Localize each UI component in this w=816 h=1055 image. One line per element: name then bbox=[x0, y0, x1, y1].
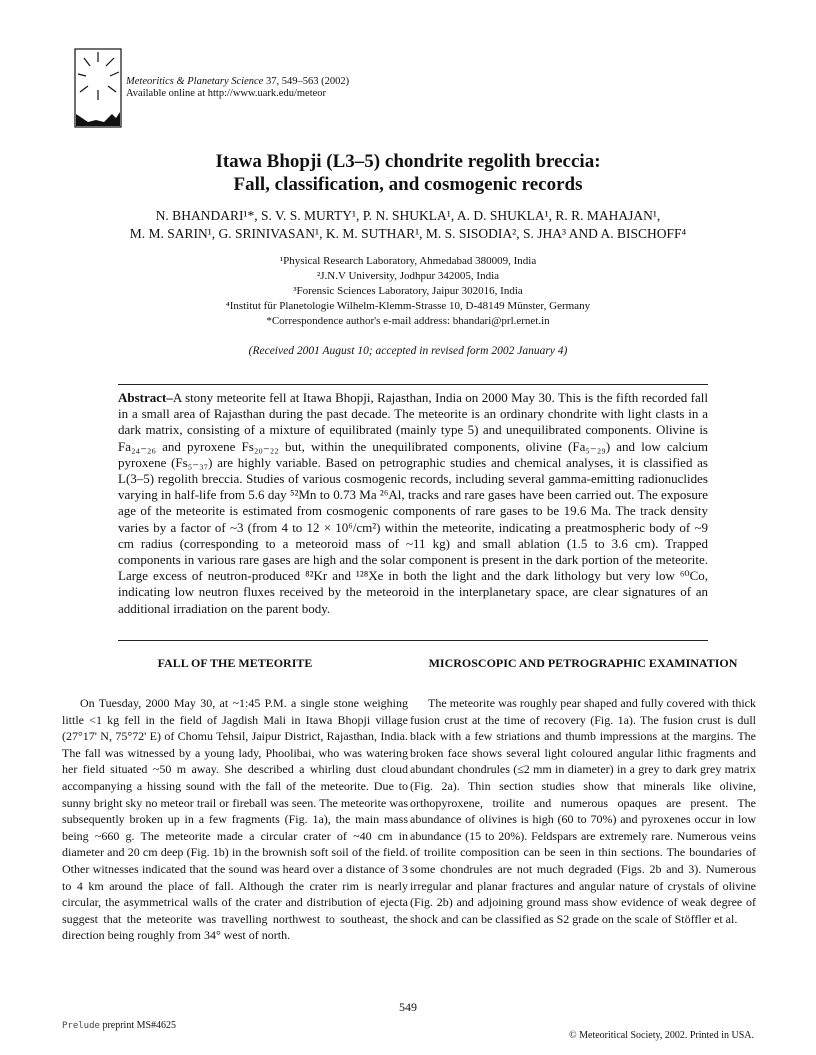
author-list bbox=[40, 207, 776, 243]
copyright-notice: © Meteoritical Society, 2002. Printed in USA. bbox=[569, 1030, 754, 1041]
preprint-logo-text: Prelude bbox=[62, 1021, 100, 1031]
affiliation-3: ³Forensic Sciences Laboratory, Jaipur 302016, India bbox=[293, 285, 523, 297]
title-line-1: Itawa Bhopji (L3–5) chondrite regolith breccia: bbox=[215, 151, 601, 172]
paper-title bbox=[0, 150, 816, 196]
preprint-note bbox=[62, 1020, 176, 1031]
received-dates: (Received 2001 August 10; accepted in revised form 2002 January 4) bbox=[248, 345, 568, 357]
petrographic-paragraph: The meteorite was roughly pear shaped and fully covered with thick fusion crust at the time of recovery (Fig. 1a). The fusion crust is dull black with a few striations and thumb impressions at the margins. The broken face shows several light coloured angular lithic fragments and abundant chondrules (≤2 mm in diameter) in a grey to dark grey matrix (Fig. 2a). Thin section studies show that minerals like olivine, orthopyroxene, troilite and numerous opaques are present. The abundance of olivines is high (60 to 70%) and pyroxenes occur in low abundance (15 to 20%). Feldspars are extremely rare. Numerous veins of troilite composition can be seen in thin sections. The boundaries of some chondrules are not much degraded (Figs. 2b and 3). Numerous irregular and planar fractures and angular nature of crystals of olivine (Fig. 2b) and adjoining ground mass show evidence of weak degree of shock and can be classified as S2 grade on the scale of Stöffler et al. bbox=[410, 696, 756, 926]
abstract bbox=[118, 390, 708, 617]
right-column bbox=[410, 655, 756, 927]
journal-name: Meteoritics & Planetary Science bbox=[126, 76, 264, 87]
fall-paragraph: On Tuesday, 2000 May 30, at ~1:45 P.M. a single stone weighing little <1 kg fell in the field of Jagdish Mali in Itawa Bhopji village (27°17' N, 75°72' E) of Chomu Tehsil, Jaipur District, Rajasthan, India. The fall was witnessed by a young lady, Phoolibai, who was watering her field situated ~50 m away. She described a whirling dust cloud accompanying a hissing sound with the fall of the meteorite. Due to sunny bright sky no meteor trail or fireball was seen. The meteorite was subsequently broken up in a few fragments (Fig. 1a), the main mass being ~660 g. The meteorite made a circular crater of ~40 cm in diameter and 20 cm deep (Fig. 1b) in the brownish soft soil of the field. Other witnesses indicated that the sound was heard over a distance of 3 to 4 km around the place of fall. Although the crater rim is nearly circular, the asymmetrical walls of the crater and distribution of ejecta suggest that the meteorite was travelling northwest to southeast, the direction being roughly from 34° west of north. bbox=[62, 696, 408, 943]
affiliation-1: ¹Physical Research Laboratory, Ahmedabad 380009, India bbox=[279, 255, 537, 267]
affiliation-2: ²J.N.V University, Jodhpur 342005, India bbox=[316, 270, 500, 282]
abstract-text: A stony meteorite fell at Itawa Bhopji, Rajasthan, India on 2000 May 30. This is the fifth recorded fall in a small area of Rajasthan during the past decade. The meteorite is an ordinary chondrite with light clasts in a dark matrix, consisting of a mixture of equilibrated (mainly type 5) and unequilibrated components. Olivine is Fa₂₄₋₂₆ and pyroxene Fs₂₀₋₂₂ but, within the unequilibrated components, olivine (Fa₅₋₂₉) and low calcium pyroxene (Fs₅₋₃₇) are highly variable. Based on petrographic studies and chemical analyses, it is classified as L(3–5) regolith breccia. Studies of various cosmogenic records, including several gamma-emitting radionuclides varying in half-life from 5.6 day ⁵²Mn to 0.73 Ma ²⁶Al, tracks and rare gases have been carried out. The exposure age of the meteorite is estimated from cosmogenic components of rare gases to be 19.6 Ma. The track density varies by a factor of ~3 (from 4 to 12 × 10⁶/cm²) within the meteorite, indicating a preatmospheric body of ~9 cm radius (corresponding to a meteoroid mass of ~11 kg) and small ablation (1.5 to 3.6 cm). Trapped components in various rare gases are high and the solar component is present in the dark portion of the meteorite. Large excess of neutron-produced ⁸²Kr and ¹²⁸Xe in both the light and the dark lithology but very low ⁶⁰Co, indicating low neutron fluxes received by the meteoroid in the interplanetary space, are clear signatures of an additional irradiation on the parent body. bbox=[118, 390, 708, 616]
preprint-id: preprint MS#4625 bbox=[99, 1020, 177, 1031]
correspondence-email: *Correspondence author's e-mail address: bhandari@prl.ernet.in bbox=[266, 315, 550, 327]
abstract-label: Abstract– bbox=[118, 390, 173, 405]
journal-reference: 37, 549–563 (2002) bbox=[263, 76, 350, 87]
journal-online: Available online at http://www.uark.edu/meteor bbox=[126, 88, 327, 99]
affiliations bbox=[0, 254, 816, 329]
authors-line-1: N. BHANDARI¹*, S. V. S. MURTY¹, P. N. SHUKLA¹, A. D. SHUKLA¹, R. R. MAHAJAN¹, bbox=[155, 208, 661, 223]
section-heading-petrographic: MICROSCOPIC AND PETROGRAPHIC EXAMINATION bbox=[428, 656, 738, 670]
section-heading-fall: FALL OF THE METEORITE bbox=[157, 656, 313, 670]
abstract-top-rule bbox=[118, 384, 708, 385]
affiliation-4: ⁴Institut für Planetologie Wilhelm-Klemm-Strasse 10, D-48149 Münster, Germany bbox=[225, 300, 591, 312]
authors-line-2: M. M. SARIN¹, G. SRINIVASAN¹, K. M. SUTHAR¹, M. S. SISODIA², S. JHA³ AND A. BISCHOFF⁴ bbox=[129, 226, 687, 241]
journal-logo bbox=[74, 48, 122, 128]
left-column bbox=[62, 655, 408, 944]
page-number: 549 bbox=[399, 1000, 417, 1014]
title-line-2: Fall, classification, and cosmogenic records bbox=[233, 174, 583, 195]
abstract-bottom-rule bbox=[118, 640, 708, 641]
journal-header bbox=[126, 76, 349, 100]
